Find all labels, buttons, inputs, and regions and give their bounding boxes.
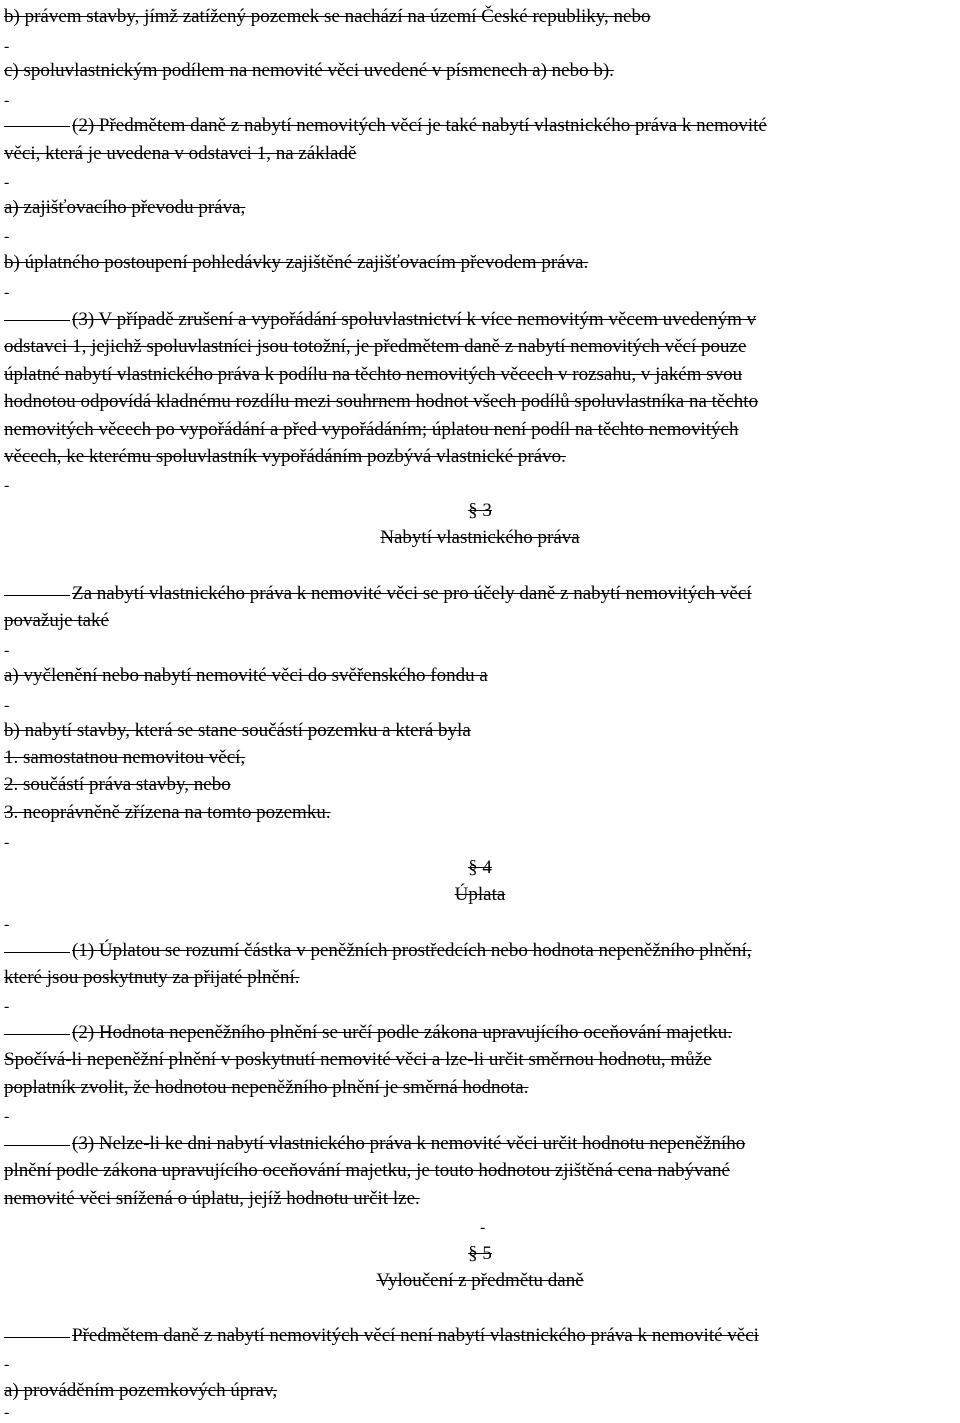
indent-rule [4,1034,70,1035]
text-line: (2) Hodnota nepeněžního plnění se určí podle zákona upravujícího oceňování majetku. [72,1022,733,1043]
text-line: b) nabytí stavby, která se stane součástí pozemku a která byla [4,720,471,741]
text-line: nemovitých věcech po vypořádání a před vypořádáním; úplatou není podíl na těchto nemovitých [4,419,739,440]
text-line: (3) Nelze-li ke dni nabytí vlastnického práva k nemovité věci určit hodnotu nepeněžního [72,1133,746,1154]
separator-dash: - [4,38,10,55]
text-line: a) zajišťovacího převodu práva, [4,197,246,218]
list-item: 1. samostatnou nemovitou věcí, [4,747,246,768]
text-line: (1) Úplatou se rozumí částka v peněžních prostředcích nebo hodnota nepeněžního plnění, [72,940,752,961]
text-line: (3) V případě zrušení a vypořádání spoluvlastnictví k více nemovitým věcem uvedeným v [72,309,757,330]
separator-dash: - [480,1219,486,1236]
text-line: Spočívá-li nepeněžní plnění v poskytnutí nemovité věci a lze-li určit směrnou hodnotu, může [4,1049,712,1070]
text-line: úplatné nabytí vlastnického práva k podílu na těchto nemovitých věcech v rozsahu, v jakém svou [4,364,743,385]
section-number: § 3 [468,500,492,521]
text-line: které jsou poskytnuty za přijaté plnění. [4,967,300,988]
separator-dash: - [4,92,10,109]
text-line: Za nabytí vlastnického práva k nemovité věci se pro účely daně z nabytí nemovitých věcí [72,583,752,604]
text-line: poplatník zvolit, že hodnotou nepeněžního plnění je směrná hodnota. [4,1077,529,1098]
indent-rule [4,952,70,953]
separator-dash: - [4,916,10,933]
indent-rule [4,1337,70,1338]
text-line: c) spoluvlastnickým podílem na nemovité věci uvedené v písmenech a) nebo b). [4,60,614,81]
section-title: Nabytí vlastnického práva [380,527,580,548]
separator-dash: - [4,697,10,714]
text-line: nemovité věci snížená o úplatu, jejíž hodnotu určit lze. [4,1188,420,1209]
indent-rule [4,1145,70,1146]
text-line: b) právem stavby, jímž zatížený pozemek se nachází na území České republiky, nebo [4,6,651,27]
separator-dash: - [4,834,10,851]
text-line: považuje také [4,610,109,631]
text-line: Předmětem daně z nabytí nemovitých věcí není nabytí vlastnického práva k nemovité věci [72,1325,759,1346]
section-number: § 5 [468,1243,492,1264]
separator-dash: - [4,174,10,191]
separator-dash: - [4,1356,10,1373]
text-line: a) vyčlenění nebo nabytí nemovité věci do svěřenského fondu a [4,665,488,686]
separator-dash: - [4,1108,10,1125]
separator-dash: - [4,228,10,245]
separator-dash: - [4,642,10,659]
text-line: plnění podle zákona upravujícího oceňování majetku, je touto hodnotou zjištěná cena nabývané [4,1160,730,1181]
text-line: hodnotou odpovídá kladnému rozdílu mezi souhrnem hodnot všech podílů spoluvlastníka na těchto [4,391,759,412]
section-number: § 4 [468,857,492,878]
list-item: 3. neoprávněně zřízena na tomto pozemku. [4,802,331,823]
indent-rule [4,595,70,596]
indent-rule [4,320,70,321]
section-title: Vyloučení z předmětu daně [376,1270,584,1291]
text-line: b) úplatného postoupení pohledávky zajištěné zajišťovacím převodem práva. [4,252,589,273]
text-line: (2) Předmětem daně z nabytí nemovitých věcí je také nabytí vlastnického práva k nemovité [72,115,767,136]
text-line: věci, která je uvedena v odstavci 1, na základě [4,143,357,164]
section-title: Úplata [454,884,506,905]
separator-dash: - [4,1404,10,1421]
list-item: 2. součástí práva stavby, nebo [4,774,231,795]
text-line: věcech, ke kterému spoluvlastník vypořádáním pozbývá vlastnické právo. [4,446,566,467]
separator-dash: - [4,998,10,1015]
text-line: odstavci 1, jejichž spoluvlastníci jsou totožní, je předmětem daně z nabytí nemovitých věcí pouze [4,336,747,357]
text-line: a) prováděním pozemkových úprav, [4,1380,278,1401]
separator-dash: - [4,284,10,301]
separator-dash: - [4,477,10,494]
indent-rule [4,126,70,127]
